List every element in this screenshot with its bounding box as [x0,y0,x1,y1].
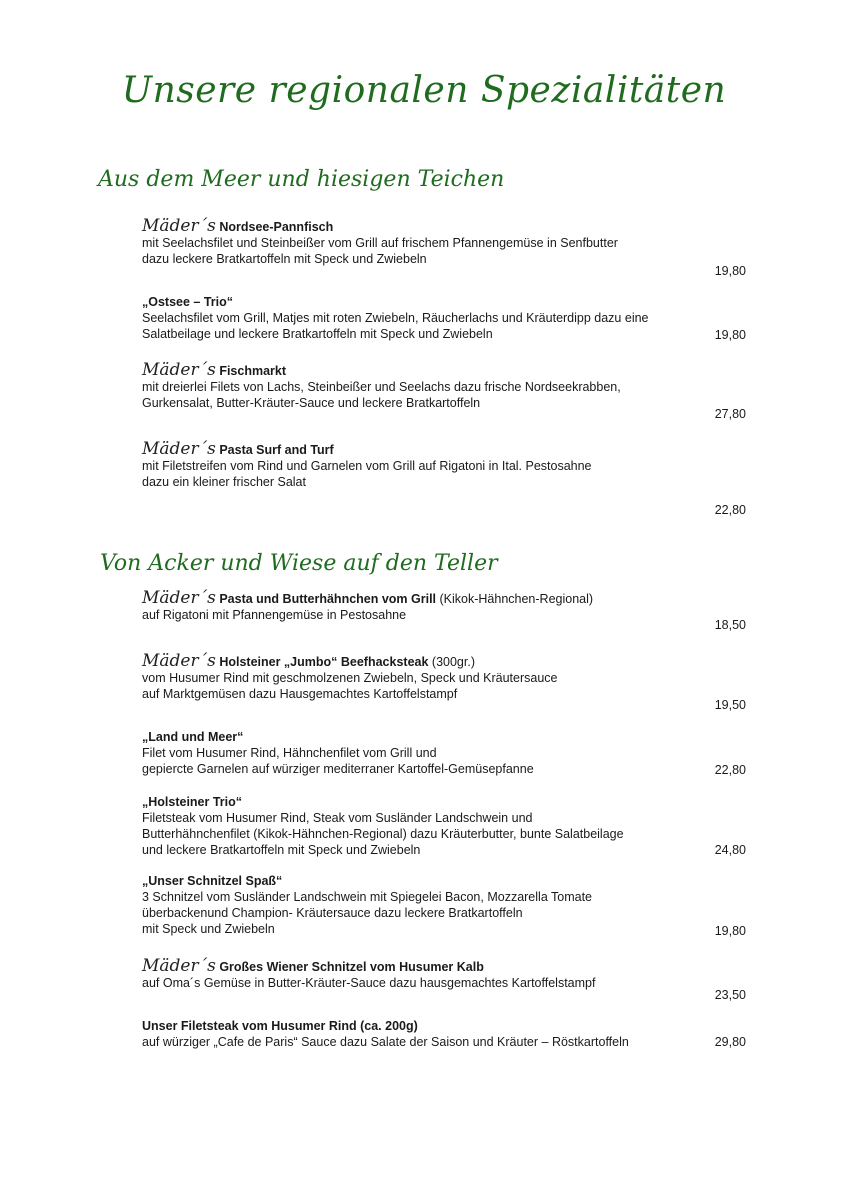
dish-header [142,441,746,458]
brand-label: Mäder´s [142,651,216,671]
section-heading: Aus dem Meer und hiesigen Teichen [98,167,505,192]
dish-name: Pasta und Butterhähnchen vom Grill [219,592,437,606]
dish-description-line: überbackenund Champion- Kräutersauce dazu leckere Bratkartoffeln [142,906,523,920]
brand-label: Mäder´s [142,956,216,976]
dish-name: Holsteiner „Jumbo“ Beefhacksteak [219,655,429,669]
dish-price: 23,50 [714,988,746,1002]
dish-price: 27,80 [714,407,746,421]
dish-name: Nordsee-Pannfisch [219,220,334,234]
dish-description-line: vom Husumer Rind mit geschmolzenen Zwiebeln, Speck und Kräutersauce [142,671,558,685]
dish-description-line: mit dreierlei Filets von Lachs, Steinbeißer und Seelachs dazu frische Nordseekrabben, [142,380,621,394]
menu-item [142,588,746,632]
menu-item [142,216,746,278]
dish-name: „Holsteiner Trio“ [142,795,243,809]
dish-description-line: Filet vom Husumer Rind, Hähnchenfilet vom Grill und [142,746,437,760]
dish-price: 19,80 [714,264,746,278]
dish-name: Pasta Surf and Turf [219,443,334,457]
brand-label: Mäder´s [142,360,216,380]
page-title: Unsere regionalen Spezialitäten [121,70,727,111]
brand-label: Mäder´s [142,439,216,459]
dish-header [142,794,746,810]
dish-description-line: 3 Schnitzel vom Susländer Landschwein mit Spiegelei Bacon, Mozzarella Tomate [142,890,593,904]
menu-item [142,729,746,777]
dish-header [142,590,746,607]
dish-price: 19,80 [714,924,746,938]
dish-description-line: Gurkensalat, Butter-Kräuter-Sauce und leckere Bratkartoffeln [142,396,481,410]
dish-description-line: mit Seelachsfilet und Steinbeißer vom Grill auf frischem Pfannengemüse in Senfbutter [142,236,618,250]
dish-description-line: auf Oma´s Gemüse in Butter-Kräuter-Sauce dazu hausgemachtes Kartoffelstampf [142,976,596,990]
dish-description-line: dazu ein kleiner frischer Salat [142,475,306,489]
dish-price: 22,80 [714,763,746,777]
dish-price: 24,80 [714,843,746,857]
dish-header [142,362,746,379]
menu-item [142,873,746,937]
dish-price: 22,80 [714,503,746,517]
dish-description-line: gepiercte Garnelen auf würziger mediterraner Kartoffel-Gemüsepfanne [142,762,534,776]
brand-label: Mäder´s [142,216,216,236]
dish-description-line: dazu leckere Bratkartoffeln mit Speck und Zwiebeln [142,252,427,266]
menu-item [142,651,746,712]
section-heading: Von Acker und Wiese auf den Teller [100,551,498,576]
dish-price: 29,80 [714,1035,746,1049]
dish-description-line: und leckere Bratkartoffeln mit Speck und Zwiebeln [142,843,421,857]
dish-description-line: auf Rigatoni mit Pfannengemüse in Pestosahne [142,608,407,622]
dish-description-line: mit Speck und Zwiebeln [142,922,275,936]
dish-header [142,653,746,670]
menu-item [142,360,746,421]
dish-name: „Unser Schnitzel Spaß“ [142,874,283,888]
dish-note: (300gr.) [428,655,475,669]
dish-header [142,729,746,745]
dish-price: 19,80 [714,328,746,342]
menu-item [142,956,746,1002]
dish-description-line: Salatbeilage und leckere Bratkartoffeln mit Speck und Zwiebeln [142,327,493,341]
dish-price: 19,50 [714,698,746,712]
menu-item [142,1018,746,1050]
dish-name: Unser Filetsteak vom Husumer Rind (ca. 200g) [142,1019,418,1033]
dish-header [142,958,746,975]
menu-item [142,794,746,858]
dish-description-line: Filetsteak vom Husumer Rind, Steak vom Susländer Landschwein und [142,811,533,825]
brand-label: Mäder´s [142,588,216,608]
dish-name: „Land und Meer“ [142,730,244,744]
dish-name: Großes Wiener Schnitzel vom Husumer Kalb [219,960,484,974]
dish-description-line: mit Filetstreifen vom Rind und Garnelen vom Grill auf Rigatoni in Ital. Pestosahne [142,459,592,473]
dish-description-line: auf Marktgemüsen dazu Hausgemachtes Kartoffelstampf [142,687,458,701]
dish-price: 18,50 [714,618,746,632]
dish-header [142,294,746,310]
dish-name: Fischmarkt [219,364,287,378]
dish-header [142,218,746,235]
dish-header [142,1018,746,1034]
dish-description-line: auf würziger „Cafe de Paris“ Sauce dazu Salate der Saison und Kräuter – Röstkartoffeln [142,1035,629,1049]
dish-header [142,873,746,889]
menu-item [142,439,746,517]
dish-description-line: Seelachsfilet vom Grill, Matjes mit roten Zwiebeln, Räucherlachs und Kräuterdipp dazu eine [142,311,649,325]
dish-note: (Kikok-Hähnchen-Regional) [436,592,594,606]
dish-description-line: Butterhähnchenfilet (Kikok-Hähnchen-Regional) dazu Kräuterbutter, bunte Salatbeilage [142,827,624,841]
dish-name: „Ostsee – Trio“ [142,295,234,309]
menu-item [142,294,746,342]
